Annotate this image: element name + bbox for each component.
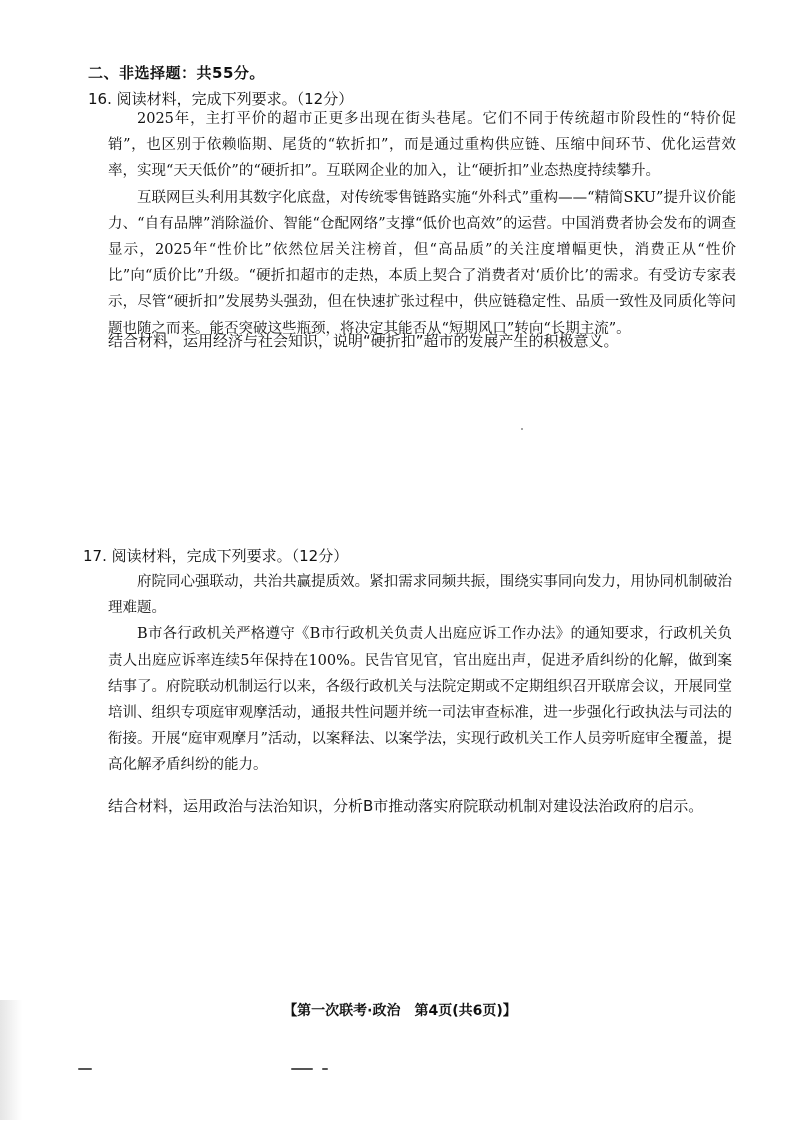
question-17-title: 17. 阅读材料，完成下列要求。（12分） xyxy=(83,547,349,565)
section-header: 二、非选择题：共55分。 xyxy=(88,64,265,82)
scan-mark xyxy=(78,1068,92,1070)
question-16-paragraph-2: 互联网巨头利用其数字化底盘，对传统零售链路实施“外科式”重构——“精简SKU”提升议价能力、“自有品牌”消除溢价、智能“仓配网络”支撑“低价也高效”的运营。中国消费者协会发布的调查显示，2025年“性价比”依然位居关注榜首，但“高品质”的关注度增幅更快，消费正从“性价比”向“质价比”升级。“硬折扣超市的走热，本质上契合了消费者对‘质价比’的需求。有受访专家表示，尽管“硬折扣”发展势头强劲，但在快速扩张过程中，供应链稳定性、品质一致性及同质化等问题也随之而来。能否突破这些瓶颈，将决定其能否从“短期风口”转向“长期主流”。 xyxy=(108,189,736,337)
scan-edge-shadow xyxy=(0,1000,22,1120)
scan-speck xyxy=(521,428,523,430)
scan-mark xyxy=(322,1068,328,1070)
question-16-material xyxy=(108,106,736,342)
question-16-prompt: 结合材料，运用经济与社会知识，说明“硬折扣”超市的发展产生的积极意义。 xyxy=(108,332,619,350)
question-16-title: 16. 阅读材料，完成下列要求。（12分） xyxy=(88,90,354,108)
question-17-prompt: 结合材料，运用政治与法治知识，分析B市推动落实府院联动机制对建设法治政府的启示。 xyxy=(108,797,704,815)
question-16-paragraph-1: 2025年，主打平价的超市正更多出现在街头巷尾。它们不同于传统超市阶段性的“特价促销”，也区别于依赖临期、尾货的“软折扣”，而是通过重构供应链、压缩中间环节、优化运营效率，实现“天天低价”的“硬折扣”。互联网企业的加入，让“硬折扣”业态热度持续攀升。 xyxy=(108,111,736,180)
question-17-paragraph-2: B市各行政机关严格遵守《B市行政机关负责人出庭应诉工作办法》的通知要求，行政机关负责人出庭应诉率连续5年保持在100%。民告官见官，官出庭出声，促进矛盾纠纷的化解，做到案结事了。府院联动机制运行以来，各级行政机关与法院定期或不定期组织召开联席会议，开展同堂培训、组织专项庭审观摩活动，通报共性问题并统一司法审查标准，进一步强化行政执法与司法的衔接。开展“庭审观摩月”活动，以案释法、以案学法，实现行政机关工作人员旁听庭审全覆盖，提高化解矛盾纠纷的能力。 xyxy=(108,626,732,774)
question-17-paragraph-1: 府院同心强联动，共治共赢提质效。紧扣需求同频共振，围绕实事同向发力，用协同机制破治理难题。 xyxy=(108,574,732,617)
question-17-material xyxy=(108,569,732,779)
scan-mark xyxy=(291,1068,313,1070)
page-footer: 【第一次联考·政治 第4页(共6页)】 xyxy=(283,1003,517,1019)
